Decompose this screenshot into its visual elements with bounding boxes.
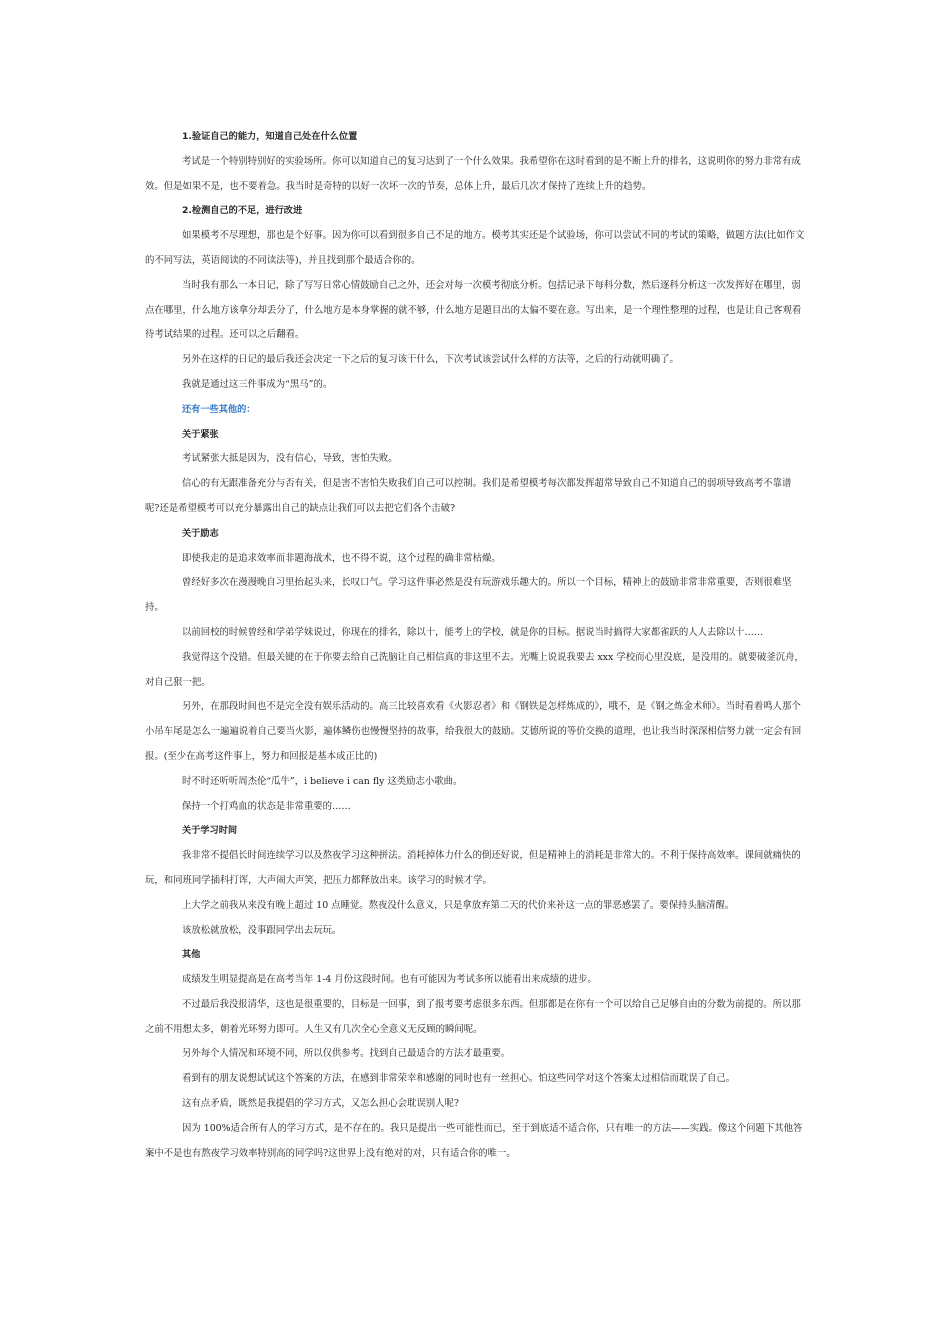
section-heading-motivation: 关于励志 [182, 527, 219, 539]
paragraph: 我非常不提倡长时间连续学习以及熬夜学习这种拼法。消耗掉体力什么的倒还好说，但是精神上的消耗是非常大的。不利于保持高效率。课间就痛快的玩，和同班同学插科打诨，大声闹大声笑，把压力都释放出来。该学习的时候才学。 [145, 850, 801, 886]
paragraph: 另外每个人情况和环境不同，所以仅供参考。找到自己最适合的方法才最重要。 [182, 1048, 511, 1060]
paragraph: 如果模考不尽理想，那也是个好事。因为你可以看到很多自己不足的地方。模考其实还是个试验场，你可以尝试不同的考试的策略，做题方法(比如作文的不同写法，英语阅读的不同读法等)，并且找到那个最适合你的。 [145, 230, 805, 266]
paragraph: 考试紧张大抵是因为，没有信心，导致，害怕失败。 [182, 453, 398, 465]
paragraph: 因为 100%适合所有人的学习方式，是不存在的。我只是提出一些可能性而已，至于到底适不适合你，只有唯一的方法——实践。像这个问题下其他答案中不是也有熬夜学习效率特别高的同学吗?这世界上没有绝对的对，只有适合你的唯一。 [145, 1122, 803, 1159]
article-body [145, 125, 805, 1166]
paragraph: 上大学之前我从来没有晚上超过 10 点睡觉。熬夜没什么意义，只是拿放弃第二天的代价来补这一点的罪恶感罢了。要保持头脑清醒。 [182, 899, 735, 911]
paragraph: 我就是通过这三件事成为“黑马”的。 [182, 378, 333, 390]
section-heading-study-time: 关于学习时间 [182, 825, 238, 837]
paragraph: 时不时还听听周杰伦“瓜牛”，i believe i can fly 这类励志小歌曲。 [182, 775, 463, 787]
section-heading-others: 还有一些其他的： [182, 403, 256, 415]
paragraph: 曾经好多次在漫漫晚自习里抬起头来，长叹口气。学习这件事必然是没有玩游戏乐趣大的。所以一个目标，精神上的鼓励非常非常重要，否则很难坚持。 [145, 577, 792, 614]
paragraph: 以前回校的时候曾经和学弟学妹说过，你现在的排名，除以十，能考上的学校，就是你的目标。据说当时搞得大家都雀跃的人人去除以十…… [182, 626, 764, 638]
paragraph: 这有点矛盾，既然是我提倡的学习方式，又怎么担心会耽误别人呢? [182, 1098, 459, 1110]
paragraph: 该放松就放松，没事跟同学出去玩玩。 [182, 924, 342, 936]
paragraph: 另外在这样的日记的最后我还会决定一下之后的复习该干什么，下次考试该尝试什么样的方法等，之后的行动就明确了。 [182, 354, 679, 366]
paragraph: 成绩发生明显提高是在高考当年 1-4 月份这段时间。也有可能因为考试多所以能看出来成绩的进步。 [182, 974, 597, 986]
paragraph: 保持一个打鸡血的状态是非常重要的…… [182, 800, 351, 812]
section-heading-check-weakness: 2.检测自己的不足，进行改进 [182, 205, 303, 217]
paragraph: 另外，在那段时间也不是完全没有娱乐活动的。高三比较喜欢看《火影忍者》和《钢铁是怎样炼成的》，哦不，是《钢之炼金术师》。当时看着鸣人那个小吊车尾是怎么一遍遍说着自己要当火影，遍体鳞伤也慢慢坚持的故事，给我很大的鼓励。艾德所说的等价交换的道理，也让我当时深深相信努力就一定会有回报。(至少在高考这件事上，努力和回报是基本成正比的) [145, 701, 802, 762]
section-heading-verify-ability: 1.验证自己的能力，知道自己处在什么位置 [182, 131, 358, 142]
section-heading-nervous: 关于紧张 [182, 428, 219, 440]
section-heading-misc: 其他 [182, 949, 201, 961]
paragraph: 我觉得这个没错。但最关键的在于你要去给自己洗脑让自己相信真的非这里不去。光嘴上说说我要去 xxx 学校而心里没底，是没用的。就要破釜沉舟，对自己狠一把。 [145, 651, 804, 688]
paragraph: 当时我有那么一本日记，除了写写日常心情鼓励自己之外，还会对每一次模考彻底分析。包括记录下每科分数，然后逐科分析这一次发挥好在哪里，弱点在哪里，什么地方该拿分却丢分了，什么地方是本身掌握的就不够，什么地方是题目出的太偏不要在意。写出来，是一个理性整理的过程，也是让自己客观看待考试结果的过程。还可以之后翻看。 [145, 279, 802, 341]
paragraph: 信心的有无跟准备充分与否有关，但是害不害怕失败我们自己可以控制。我们是希望模考每次都发挥超常导致自己不知道自己的弱项导致高考不靠谱呢?还是希望模考可以充分暴露出自己的缺点让我们可以去把它们各个击破? [145, 478, 792, 514]
paragraph: 考试是一个特别特别好的实验场所。你可以知道自己的复习达到了一个什么效果。我希望你在这时看到的是不断上升的排名，这说明你的努力非常有成效。但是如果不是，也不要着急。我当时是奇特的以好一次坏一次的节奏，总体上升，最后几次才保持了连续上升的趋势。 [145, 155, 801, 192]
paragraph: 即使我走的是追求效率而非题海战术，也不得不说，这个过程的确非常枯燥。 [182, 552, 501, 564]
paragraph: 不过最后我没报清华，这也是很重要的，目标是一回事，到了报考要考虑很多东西。但那都是在你有一个可以给自己足够自由的分数为前提的。所以那之前不用想太多，朝着光环努力即可。人生又有几次全心全意义无反顾的瞬间呢。 [145, 998, 801, 1035]
paragraph: 看到有的朋友说想试试这个答案的方法，在感到非常荣幸和感谢的同时也有一丝担心。怕这些同学对这个答案太过相信而耽误了自己。 [182, 1073, 736, 1085]
